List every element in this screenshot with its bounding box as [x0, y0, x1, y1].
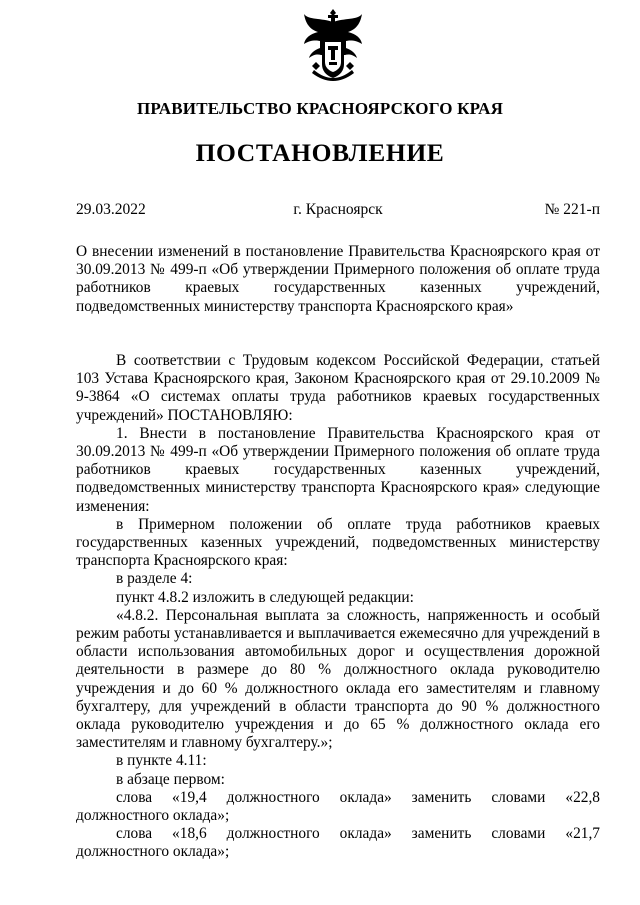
body-paragraph: «4.8.2. Персональная выплата за сложность, напряженность и особый режим работы устанавливается и выплачивается ежемесячно для учреждений в области использования автомобильных дорог и осуществления дорожной деятельности в размере до 80 % должностного оклада руководителю учреждения и до 60 % должностного оклада его заместителям и главному бухгалтеру, для учреждений в области транспорта до 90 % должностного оклада руководителю учреждения и до 65 % должностного оклада его заместителям и главному бухгалтеру.»;	[76, 606, 600, 752]
body-paragraph: в пункте 4.11:	[116, 752, 207, 770]
body-paragraph: в Примерном положении об оплате труда работников краевых государственных казенных учреждений, подведомственных министерству транспорта Красноярского края:	[76, 515, 600, 570]
document-body	[76, 352, 600, 862]
document-type-title: ПОСТАНОВЛЕНИЕ	[195, 138, 445, 167]
body-paragraph: В соответствии с Трудовым кодексом Российской Федерации, статьей 103 Устава Красноярского края, Законом Красноярского края от 29.10.2009 № 9-3864 «О системах оплаты труда работников краевых государственных учреждений» ПОСТАНОВЛЯЮ:	[76, 352, 600, 424]
body-paragraph: слова «19,4 должностного оклада» заменить словами «22,8 должностного оклада»;	[76, 788, 600, 825]
document-city: г. Красноярск	[293, 201, 383, 218]
body-paragraph: слова «18,6 должностного оклада» заменить словами «21,7 должностного оклада»;	[76, 825, 600, 861]
body-paragraph: пункт 4.8.2 изложить в следующей редакции:	[116, 588, 414, 606]
organization-title: ПРАВИТЕЛЬСТВО КРАСНОЯРСКОГО КРАЯ	[136, 99, 504, 118]
body-paragraph: в абзаце первом:	[116, 770, 225, 788]
document-date: 29.03.2022	[76, 201, 146, 218]
body-paragraph: 1. Внести в постановление Правительства Красноярского края от 30.09.2013 № 499-п «Об утверждении Примерного положения об оплате труда работников краевых государственных казенных учреждений, подведомственных министерству транспорта Красноярского края» следующие изменения:	[76, 424, 600, 515]
document-subject: О внесении изменений в постановление Правительства Красноярского края от 30.09.2013 № 499-п «Об утверждении Примерного положения об оплате труда работников краевых государственных казенных учреждений, подведомственных министерству транспорта Красноярского края»	[76, 243, 600, 315]
document-number: № 221-п	[544, 201, 600, 218]
body-paragraph: в разделе 4:	[116, 570, 193, 588]
coat-of-arms-emblem	[302, 8, 364, 86]
